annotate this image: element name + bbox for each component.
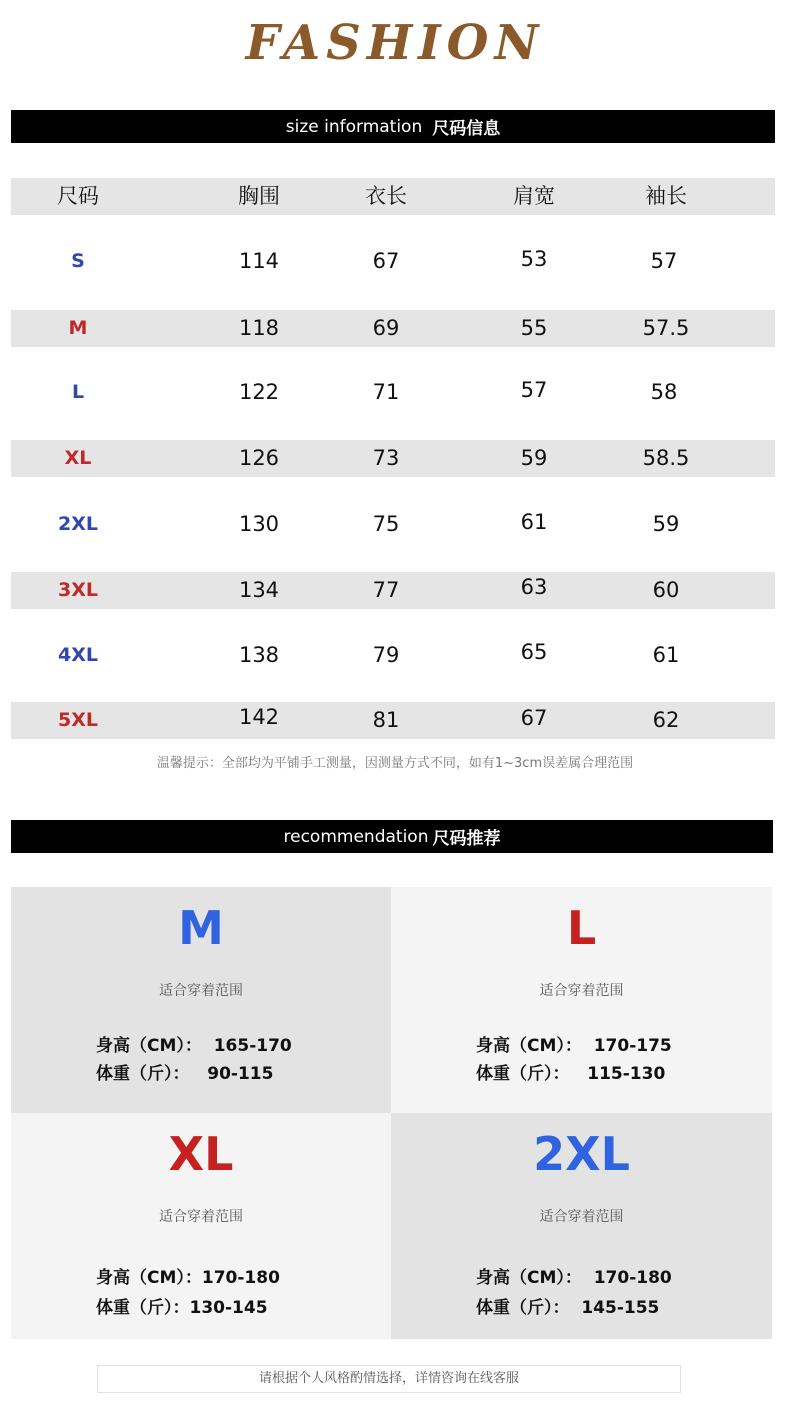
row-sleeve: 61 <box>652 643 680 667</box>
recommendation-banner <box>11 820 773 853</box>
row-chest: 118 <box>238 316 280 340</box>
weight-range: 体重（斤）： 90-115 <box>96 1064 274 1084</box>
row-chest: 122 <box>238 380 280 404</box>
row-size: M <box>68 317 88 339</box>
recommendation-en: recommendation <box>283 826 429 847</box>
recommend-card-l <box>391 887 772 1113</box>
row-size: 3XL <box>58 579 98 601</box>
size-information-en: size information <box>285 116 423 137</box>
row-shoulder: 67 <box>520 706 548 730</box>
table-row <box>11 637 775 674</box>
row-length: 81 <box>372 708 400 732</box>
row-chest: 138 <box>238 643 280 667</box>
row-length: 73 <box>372 446 400 470</box>
row-length: 75 <box>372 512 400 536</box>
row-chest: 114 <box>238 249 280 273</box>
recommend-size: M <box>178 901 224 955</box>
weight-range: 体重（斤）： 115-130 <box>476 1064 666 1084</box>
row-size: XL <box>64 447 92 469</box>
height-range: 身高（CM）： 165-170 <box>96 1036 292 1056</box>
header-length: 衣长 <box>365 184 407 208</box>
brand-logo: FASHION <box>245 15 545 71</box>
row-length: 79 <box>372 643 400 667</box>
row-length: 69 <box>372 316 400 340</box>
fit-range-label: 适合穿着范围 <box>539 1209 624 1225</box>
recommendation-cn: 尺码推荐 <box>432 829 501 849</box>
row-size: 4XL <box>58 644 98 666</box>
row-size: L <box>71 381 85 403</box>
row-chest: 134 <box>238 578 280 602</box>
recommend-size: 2XL <box>533 1127 630 1181</box>
row-length: 77 <box>372 578 400 602</box>
weight-range: 体重（斤）：130-145 <box>96 1298 268 1318</box>
recommend-card-xl <box>11 1113 391 1339</box>
row-chest: 130 <box>238 512 280 536</box>
recommend-card-m <box>11 887 391 1113</box>
height-range: 身高（CM）： 170-180 <box>476 1268 672 1288</box>
recommend-size: XL <box>168 1127 234 1181</box>
row-sleeve: 57.5 <box>642 316 690 340</box>
row-sleeve: 60 <box>652 578 680 602</box>
table-row <box>11 572 775 609</box>
header-shoulder: 肩宽 <box>513 184 555 208</box>
measurement-note: 温馨提示：全部均为平铺手工测量，因测量方式不同，如有1~3cm误差属合理范围 <box>156 756 634 771</box>
table-row <box>11 702 775 739</box>
row-shoulder: 53 <box>520 247 548 271</box>
row-length: 71 <box>372 380 400 404</box>
row-chest: 126 <box>238 446 280 470</box>
recommend-card-2xl <box>391 1113 772 1339</box>
table-row <box>11 243 775 280</box>
row-shoulder: 65 <box>520 640 548 664</box>
row-sleeve: 58 <box>650 380 678 404</box>
row-sleeve: 57 <box>650 249 678 273</box>
row-shoulder: 57 <box>520 378 548 402</box>
row-shoulder: 59 <box>520 446 548 470</box>
height-range: 身高（CM）：170-180 <box>96 1268 280 1288</box>
table-row <box>11 374 775 411</box>
weight-range: 体重（斤）： 145-155 <box>476 1298 660 1318</box>
header-size: 尺码 <box>57 184 99 208</box>
table-row <box>11 310 775 347</box>
recommend-size: L <box>566 901 597 955</box>
row-shoulder: 61 <box>520 510 548 534</box>
header-chest: 胸围 <box>238 184 280 208</box>
row-size: 2XL <box>58 513 98 535</box>
table-row <box>11 440 775 477</box>
row-sleeve: 59 <box>652 512 680 536</box>
row-sleeve: 58.5 <box>642 446 690 470</box>
header-sleeve: 袖长 <box>645 184 687 208</box>
table-row <box>11 506 775 543</box>
fit-range-label: 适合穿着范围 <box>159 1209 243 1225</box>
row-chest: 142 <box>238 705 280 729</box>
fit-range-label: 适合穿着范围 <box>539 983 624 999</box>
row-sleeve: 62 <box>652 708 680 732</box>
footer-note: 请根据个人风格酌情选择，详情咨询在线客服 <box>97 1365 681 1393</box>
row-length: 67 <box>372 249 400 273</box>
height-range: 身高（CM）： 170-175 <box>476 1036 672 1056</box>
table-header-row <box>11 178 775 215</box>
row-size: 5XL <box>58 709 98 731</box>
size-information-banner <box>11 110 775 143</box>
row-shoulder: 55 <box>520 316 548 340</box>
row-size: S <box>71 250 85 272</box>
fit-range-label: 适合穿着范围 <box>159 983 243 999</box>
size-information-cn: 尺码信息 <box>432 119 501 139</box>
row-shoulder: 63 <box>520 575 548 599</box>
